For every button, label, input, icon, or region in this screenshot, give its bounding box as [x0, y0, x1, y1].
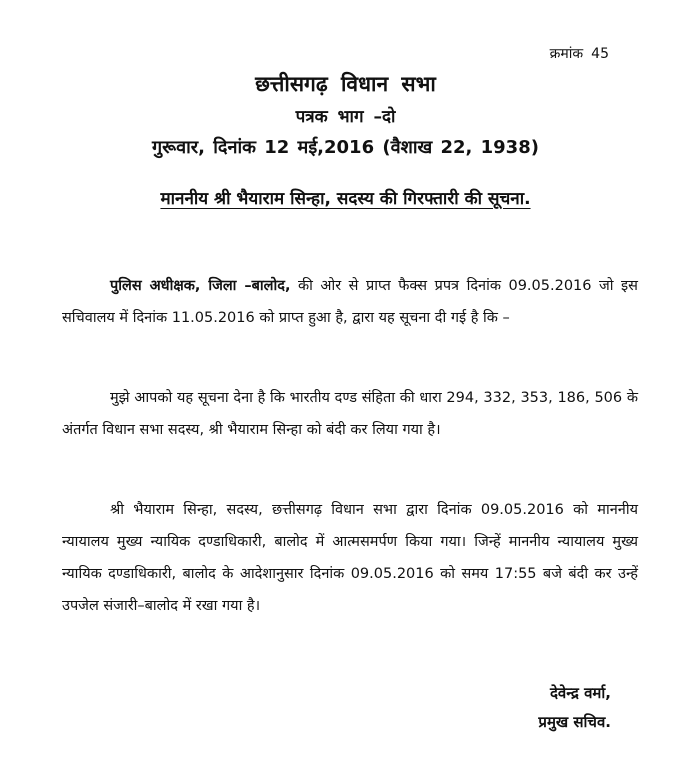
paragraph-3: श्री भैयाराम सिन्हा, सदस्य, छत्तीसगढ़ विधान सभा द्वारा दिनांक 09.05.2016 को माननीय न्यायालय मुख्य न्यायिक दण्डाधिकारी, बालोद में आत्मसमर्पण किया गया। जिन्हें माननीय न्यायालय मुख्य न्यायिक दण्डाधिकारी, बालोद के आदेशानुसार दिनांक 09.05.2016 को समय 17:55 बजे बंदी कर उन्हें उपजेल संजारी–बालोद में रखा गया है। [62, 502, 638, 614]
bulletin-part: पत्रक भाग –दो [295, 107, 396, 127]
paragraph-1 [62, 270, 638, 334]
serial-label: क्रमांक [549, 46, 584, 62]
date-line: गुरूवार, दिनांक 12 मई,2016 (वैशाख 22, 1938) [152, 137, 539, 158]
paragraph-2: मुझे आपको यह सूचना देना है कि भारतीय दण्ड संहिता की धारा 294, 332, 353, 186, 506 के अंतर्गत विधान सभा सदस्य, श्री भैयाराम सिन्हा को बंदी कर लिया गया है। [62, 390, 638, 438]
sender-office: पुलिस अधीक्षक, जिला –बालोद, [110, 278, 291, 294]
subject-heading [0, 186, 691, 209]
signatory-name: देवेन्द्र वर्मा, [549, 684, 611, 702]
signatory-designation: प्रमुख सचिव. [538, 713, 611, 731]
serial-number [550, 44, 609, 63]
serial-value: 45 [591, 46, 609, 62]
assembly-title: छत्तीसगढ़ विधान सभा [255, 72, 436, 96]
paragraph-1-text: की ओर से प्राप्त फैक्स प्रपत्र दिनांक 09.05.2016 जो इस सचिवालय में दिनांक 11.05.2016 को प्राप्त हुआ है, द्वारा यह सूचना दी गई है कि – [62, 278, 638, 326]
subject-text: माननीय श्री भैयाराम सिन्हा, सदस्य की गिरफ्तारी की सूचना. [160, 189, 531, 209]
